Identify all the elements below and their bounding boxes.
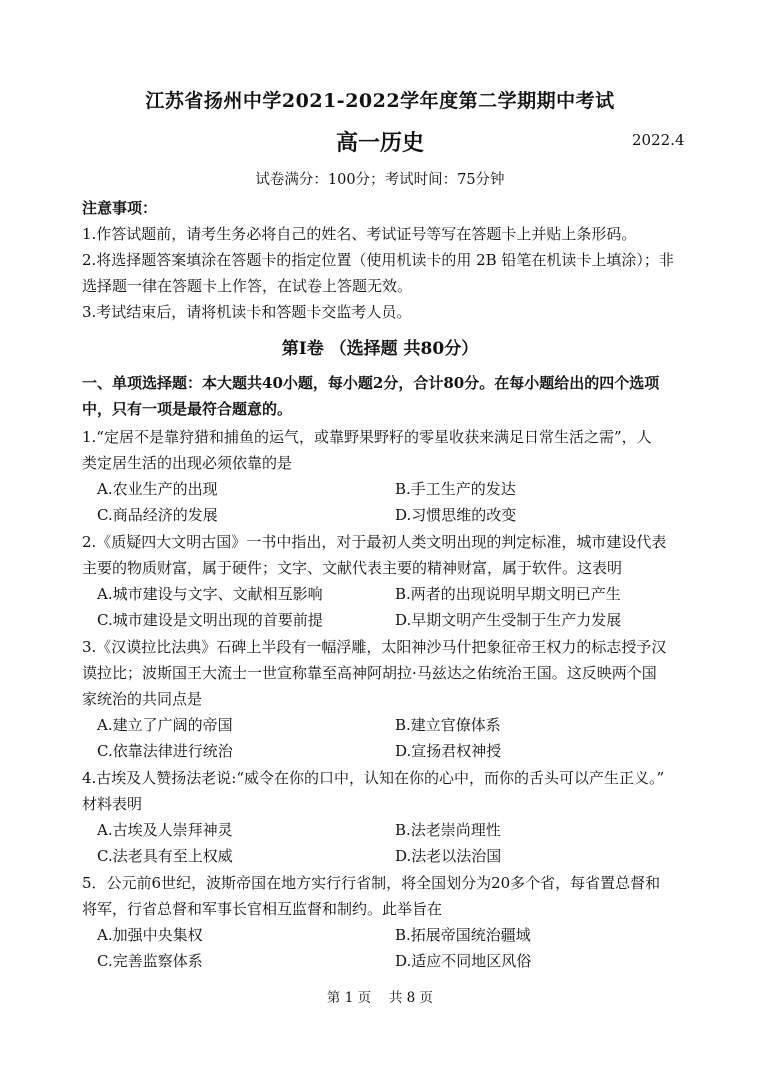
question-stem: 5．公元前6世纪，波斯帝国在地方实行行省制，将全国划分为20多个省，每省置总督和 bbox=[82, 874, 661, 892]
option-a: A.古埃及人崇拜神灵 bbox=[97, 821, 233, 839]
notes-line: 1.作答试题前，请考生务必将自己的姓名、考试证号等写在答题卡上并贴上条形码。 bbox=[82, 225, 637, 243]
option-d: D.早期文明产生受制于生产力发展 bbox=[395, 611, 622, 629]
question-stem: 1.“定居不是靠狩猎和捕鱼的运气，或靠野果野籽的零星收获来满足日常生活之需”，人 bbox=[82, 428, 652, 446]
option-a: A.城市建设与文字、文献相互影响 bbox=[97, 585, 323, 603]
question-stem: 2.《质疑四大文明古国》一书中指出，对于最初人类文明出现的判定标准，城市建设代表 bbox=[82, 533, 667, 551]
notes-line: 3.考试结束后，请将机读卡和答题卡交监考人员。 bbox=[82, 303, 412, 321]
option-d: D.法老以法治国 bbox=[395, 847, 502, 865]
question-stem: 类定居生活的出现必须依靠的是 bbox=[82, 454, 293, 472]
exam-date: 2022.4 bbox=[632, 131, 685, 149]
question-stem: 3.《汉谟拉比法典》石碑上半段有一幅浮雕，太阳神沙马什把象征帝王权力的标志授予汉 bbox=[82, 638, 667, 656]
section-title: 第Ⅰ卷 （选择题 共80分） bbox=[281, 339, 479, 359]
section-instruction: 中，只有一项是最符合题意的。 bbox=[82, 400, 293, 418]
option-c: C.法老具有至上权威 bbox=[97, 847, 233, 865]
option-c: C.商品经济的发展 bbox=[97, 506, 218, 524]
question-stem: 将军，行省总督和军事长官相互监督和制约。此举旨在 bbox=[82, 900, 443, 918]
exam-meta: 试卷满分：100分；考试时间：75分钟 bbox=[255, 172, 505, 188]
option-b: B.手工生产的发达 bbox=[395, 480, 516, 498]
section-instruction: 一、单项选择题：本大题共40小题，每小题2分，合计80分。在每小题给出的四个选项 bbox=[82, 374, 660, 392]
option-b: B.法老崇尚理性 bbox=[395, 821, 501, 839]
notes-line: 2.将选择题答案填涂在答题卡的指定位置（使用机读卡的用 2B 铅笔在机读卡上填涂）；非 bbox=[82, 251, 674, 269]
option-d: D.适应不同地区风俗 bbox=[395, 952, 532, 970]
option-c: C.城市建设是文明出现的首要前提 bbox=[97, 611, 323, 629]
option-d: D.习惯思维的改变 bbox=[395, 506, 517, 524]
page-footer: 第 1 页 共 8 页 bbox=[326, 990, 434, 1006]
option-c: C.完善监察体系 bbox=[97, 952, 203, 970]
option-c: C.依靠法律进行统治 bbox=[97, 742, 233, 760]
option-b: B.两者的出现说明早期文明已产生 bbox=[395, 585, 621, 603]
question-stem: 主要的物质财富，属于硬件；文字、文献代表主要的精神财富，属于软件。这表明 bbox=[82, 559, 623, 577]
question-stem: 4.古埃及人赞扬法老说:“威令在你的口中，认知在你的心中，而你的舌头可以产生正义。” bbox=[82, 769, 665, 787]
option-b: B.建立官僚体系 bbox=[395, 716, 501, 734]
exam-title: 江苏省扬州中学2021-2022学年度第二学期期中考试 bbox=[145, 90, 615, 112]
option-d: D.宣扬君权神授 bbox=[395, 742, 502, 760]
option-a: A.加强中央集权 bbox=[97, 926, 203, 944]
option-b: B.拓展帝国统治疆域 bbox=[395, 926, 531, 944]
option-a: A.农业生产的出现 bbox=[97, 480, 218, 498]
notes-line: 选择题一律在答题卡上作答，在试卷上答题无效。 bbox=[82, 277, 413, 295]
question-stem: 家统治的共同点是 bbox=[82, 690, 203, 708]
question-stem: 材料表明 bbox=[82, 795, 143, 813]
subject-title: 高一历史 bbox=[335, 131, 424, 156]
question-stem: 谟拉比；波斯国王大流士一世宣称靠至高神阿胡拉·马兹达之佑统治王国。这反映两个国 bbox=[82, 664, 657, 682]
option-a: A.建立了广阔的帝国 bbox=[97, 716, 233, 734]
notes-heading: 注意事项： bbox=[82, 199, 158, 217]
